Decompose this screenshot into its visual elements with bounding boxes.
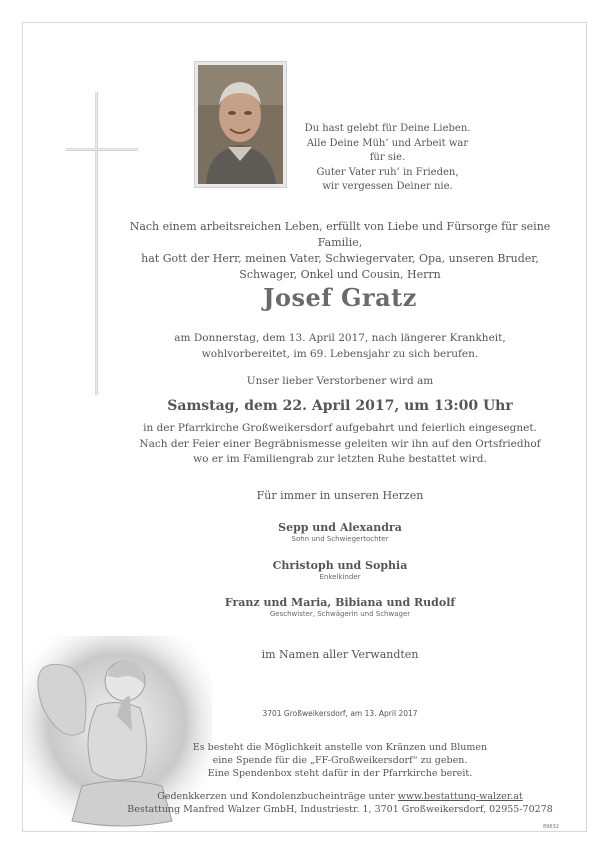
- mourner-relation: Enkelkinder: [319, 573, 361, 581]
- intro-line: hat Gott der Herr, meinen Vater, Schwiegervater, Opa, unseren Bruder,: [141, 252, 539, 265]
- cross-icon: [95, 92, 98, 395]
- intro-line: Schwager, Onkel und Cousin, Herrn: [239, 268, 441, 281]
- burial-line: in der Pfarrkirche Großweikersdorf aufgebahrt und feierlich eingesegnet.: [143, 422, 537, 434]
- announcement: Unser lieber Verstorbener wird am: [246, 375, 434, 387]
- deceased-name: Josef Gratz: [263, 283, 417, 312]
- place-date: 3701 Großweikersdorf, am 13. April 2017: [262, 709, 418, 718]
- footer-line-2: Bestattung Manfred Walzer GmbH, Industriestr. 1, 3701 Großweikersdorf, 02955-70278: [127, 804, 553, 815]
- mourner-group: [110, 521, 570, 543]
- portrait-photo: [194, 61, 287, 188]
- poem-line: Alle Deine Müh’ und Arbeit war für sie.: [306, 137, 469, 163]
- poem: [300, 122, 475, 195]
- mourner-names: Christoph und Sophia: [272, 559, 408, 572]
- donation-line: Es besteht die Möglichkeit anstelle von Kränzen und Blumen: [192, 742, 488, 753]
- mourner-relation: Geschwister, Schwägerin und Schwager: [269, 610, 411, 618]
- poem-line: Du hast gelebt für Deine Lieben.: [304, 123, 471, 134]
- portrait-figure: [198, 65, 283, 184]
- footer: [110, 790, 570, 816]
- death-line: am Donnerstag, dem 13. April 2017, nach längerer Krankheit,: [174, 332, 506, 344]
- mourner-relation: Sohn und Schwiegertochter: [291, 535, 389, 543]
- intro-line: Nach einem arbeitsreichen Leben, erfüllt von Liebe und Fürsorge für seine Familie,: [129, 220, 551, 249]
- poem-line: Guter Vater ruh’ in Frieden,: [316, 166, 459, 178]
- poem-line: wir vergessen Deiner nie.: [322, 181, 453, 192]
- mourner-names: Franz und Maria, Bibiana und Rudolf: [224, 596, 456, 609]
- mourner-group: [110, 559, 570, 581]
- in-heart-heading: Für immer in unseren Herzen: [256, 489, 424, 502]
- mourner-names: Sepp und Alexandra: [278, 521, 402, 534]
- on-behalf-text: im Namen aller Verwandten: [261, 648, 419, 661]
- donation-line: Eine Spendenbox steht dafür in der Pfarrkirche bereit.: [207, 768, 473, 779]
- burial-text: [110, 421, 570, 468]
- death-text: [110, 331, 570, 362]
- website-link[interactable]: www.bestattung-walzer.at: [397, 791, 523, 802]
- intro-text: [110, 219, 570, 283]
- footer-text: Gedenkkerzen und Kondolenzbucheinträge unter: [157, 791, 398, 802]
- print-code: 89632: [543, 824, 559, 830]
- death-line: wohlvorbereitet, im 69. Lebensjahr zu sich berufen.: [201, 347, 479, 360]
- cross-icon-bar: [66, 148, 138, 151]
- burial-line: wo er im Familiengrab zur letzten Ruhe bestattet wird.: [193, 453, 487, 465]
- footer-line-1: [110, 790, 570, 803]
- donation-text: [110, 741, 570, 780]
- funeral-date: Samstag, dem 22. April 2017, um 13:00 Uhr: [167, 398, 513, 414]
- donation-line: eine Spende für die „FF-Großweikersdorf“ zu geben.: [212, 755, 468, 766]
- mourner-group: [110, 596, 570, 618]
- burial-line: Nach der Feier einer Begräbnismesse geleiten wir ihn auf den Ortsfriedhof: [139, 437, 541, 450]
